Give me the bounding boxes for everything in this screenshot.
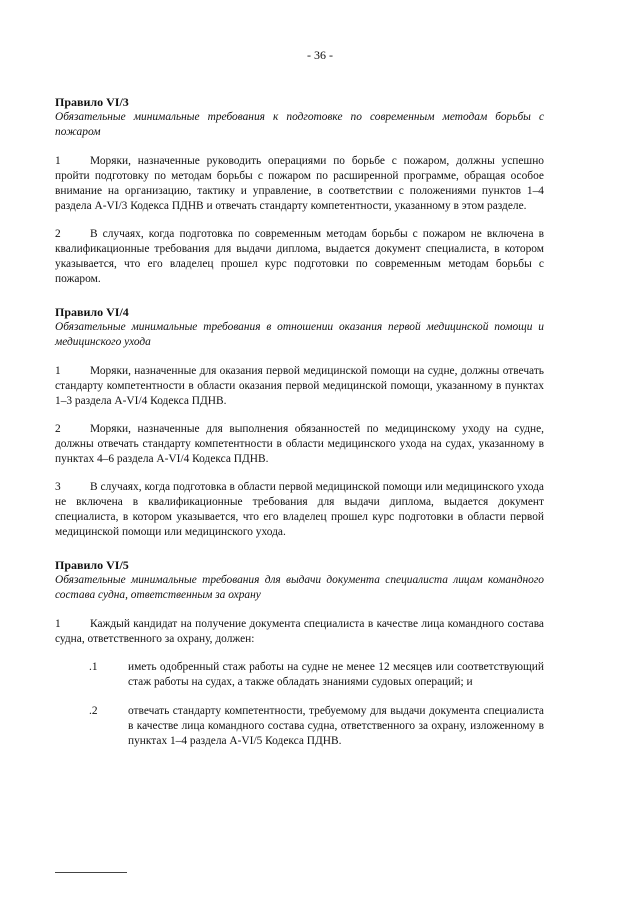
list-item-number: .2 <box>89 705 98 717</box>
paragraph <box>55 617 544 647</box>
paragraph-text: Моряки, назначенные для оказания первой медицинской помощи на судне, должны отвечать стандарту компетентности в области оказания первой медицинской помощи, указанному в пунктах 1–3 раздела A-VI/4 Кодекса ПДНВ. <box>55 365 544 407</box>
paragraph-text: Моряки, назначенные руководить операциями по борьбе с пожаром, должны успешно пройти подготовку по методам борьбы с пожаром по расширенной программе, обращая особое внимание на организацию, тактику и управление, в соответствии с положениями пунктов 1–4 раздела A-VI/3 Кодекса ПДНВ и отвечать стандарту компетентности, указанному в этом разделе. <box>55 155 544 212</box>
paragraph-number: 1 <box>55 365 61 377</box>
rule-vi-3 <box>55 95 544 287</box>
paragraph-number: 2 <box>55 228 61 240</box>
rule-title: Правило VI/4 <box>55 305 129 319</box>
list-item-text: отвечать стандарту компетентности, требуемому для выдачи документа специалиста в качестве лица командного состава судна, ответственного за охрану, изложенному в пунктах 1–4 раздела A-VI/5 Кодекса ПДНВ. <box>128 705 544 747</box>
paragraph-number: 3 <box>55 481 61 493</box>
paragraph <box>55 364 544 409</box>
paragraph-text: В случаях, когда подготовка по современным методам борьбы с пожаром не включена в квалификационные требования для выдачи диплома, выдается документ специалиста, в котором указывается, что его владелец прошел курс подготовки по современным методам борьбы с пожаром. <box>55 228 544 285</box>
list-item <box>55 704 544 749</box>
rule-subtitle: Обязательные минимальные требования для выдачи документа специалиста лицам командного состава судна, ответственным за охрану <box>55 574 544 601</box>
list-item <box>55 660 544 690</box>
rule-vi-4 <box>55 305 544 540</box>
paragraph-number: 2 <box>55 423 61 435</box>
paragraph <box>55 422 544 467</box>
paragraph <box>55 154 544 214</box>
document-body <box>55 95 544 767</box>
rule-subtitle: Обязательные минимальные требования к подготовке по современным методам борьбы с пожаром <box>55 111 544 138</box>
rule-vi-5 <box>55 558 544 749</box>
list-item-text: иметь одобренный стаж работы на судне не менее 12 месяцев или соответствующий стаж работы на судах, а также обладать знаниями судовых операций; и <box>128 661 544 688</box>
paragraph-number: 1 <box>55 618 61 630</box>
rule-title: Правило VI/5 <box>55 558 129 572</box>
paragraph <box>55 227 544 287</box>
rule-subtitle: Обязательные минимальные требования в отношении оказания первой медицинской помощи и медицинского ухода <box>55 321 544 348</box>
paragraph-number: 1 <box>55 155 61 167</box>
list-item-number: .1 <box>89 661 98 673</box>
paragraph-text: Каждый кандидат на получение документа специалиста в качестве лица командного состава судна, ответственного за охрану, должен: <box>55 618 544 645</box>
paragraph-text: Моряки, назначенные для выполнения обязанностей по медицинскому уходу на судне, должны отвечать стандарту компетентности в области медицинского ухода на судах, указанному в пунктах 4–6 раздела A-VI/4 Кодекса ПДНВ. <box>55 423 544 465</box>
rule-title: Правило VI/3 <box>55 95 129 109</box>
page-number: - 36 - <box>307 48 333 62</box>
footer-divider <box>55 872 127 873</box>
paragraph-text: В случаях, когда подготовка в области первой медицинской помощи или медицинского ухода не включена в квалификационные требования для выдачи диплома, выдается документ специалиста, в котором указывается, что его владелец прошел курс подготовки в области первой медицинской помощи или медицинского ухода. <box>55 481 544 538</box>
paragraph <box>55 480 544 540</box>
